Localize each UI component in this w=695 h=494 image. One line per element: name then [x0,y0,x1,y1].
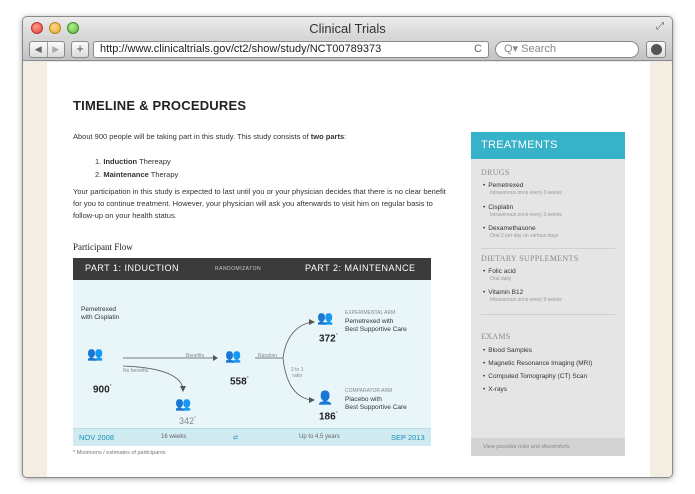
experimental-arm-label: EXPERIMENTAL ARM [345,310,396,316]
weeks-label: 16 weeks [161,434,187,440]
drug-detail: Oral 2 per day on various days [490,233,559,239]
part1-name: INDUCTION [124,263,180,273]
exam-item: • Computed Tomography (CT) Scan [483,373,587,380]
supplement-item: • Folic acid [483,268,516,275]
supplement-item: • Vitamin B12 [483,289,523,296]
comparator-arrow [283,358,311,400]
exp-arm-line-1: Pemetrexed with [345,318,394,325]
mid-count [230,376,249,387]
treatments-panel [471,132,625,456]
comparator-arm-text [345,396,407,412]
list-item [95,168,178,181]
asterisk: * [246,376,249,382]
participation-paragraph: Your participation in this study is expected to last until you or your physician decides that there is no clear benefit for you to continue treatment. However, your physician will ask you afterwards to visit him on regular basis to follow-up on your health status. [73,187,446,220]
supplement-detail: Oral daily [490,276,512,282]
search-input[interactable]: Q▾ Search [495,41,639,58]
page-content [47,62,650,478]
part1-label: PART 1: [85,263,122,273]
drug-item: • Cisplatin [483,204,513,211]
address-bar[interactable] [93,41,489,58]
drug-detail: Intravenous once every 3 weeks [490,190,562,196]
end-date: SEP 2013 [391,433,425,442]
reload-icon[interactable]: C [474,43,482,55]
add-bookmark-button[interactable]: + [71,41,89,58]
url-text: http://www.clinicaltrials.gov/ct2/show/study/NCT00789373 [100,43,382,55]
mid-count-value: 558 [230,376,247,388]
experimental-arrow [283,322,311,358]
list-number: 2. [95,170,102,179]
list-rest: Therapy [150,170,179,179]
browser-toolbar [23,39,672,61]
start-count-value: 900 [93,384,110,396]
divider [481,314,615,315]
people-group-icon: 👥 [87,346,101,361]
participant-flow-title: Participant Flow [73,242,133,252]
list-number: 1. [95,157,102,166]
discontinue-people-icon: 👥 [175,396,189,411]
comp-count [319,411,338,422]
participant-flow-diagram [73,258,431,446]
window-title: Clinical Trials [309,21,386,36]
drug-item: • Dexamethasone [483,225,536,232]
page-title: TIMELINE & PROCEDURES [73,98,247,113]
nav-buttons [29,41,65,58]
exams-heading: EXAMS [481,332,511,341]
risks-link[interactable]: View possible risks and discomforts [471,438,625,456]
list-bold: Induction [103,157,138,166]
supplement-detail: Intravenous once every 9 weeks [490,297,562,303]
comparator-people-icon: 👤 [317,390,331,405]
exam-item: • X-rays [483,386,507,393]
back-button[interactable]: ◀ [34,44,42,54]
ratio-line-2: ratio [292,373,303,379]
exam-item: • Magnetic Resonance Imaging (MRI) [483,360,592,367]
randomized-people-icon: 👥 [225,348,239,363]
discontinue-count [179,416,196,426]
flow-arrows [73,258,431,446]
forward-button[interactable]: ▶ [47,42,65,57]
start-drug-label [81,306,119,322]
start-count [93,384,112,395]
start-date: NOV 2008 [79,433,115,442]
intro-text-bold: two parts [310,132,345,141]
list-rest: Thereapy [139,157,171,166]
discontinue-count-value: 342 [179,416,195,426]
download-icon [651,44,662,55]
fullscreen-icon[interactable]: ⤢ [656,21,664,32]
intro-text-pre: About 900 people will be taking part in this study. This study consists of [73,132,309,141]
asterisk: * [335,411,338,417]
randomization-header: RANDOMIZATON [215,266,262,272]
comparator-arm-label: COMPARATOR ARM [345,388,393,394]
drug-item: • Pemetrexed [483,182,523,189]
duration-label: Up to 4.5 years [299,434,340,440]
treatments-title: TREATMENTS [471,132,625,159]
experimental-arm-text [345,318,407,334]
flow-timeline [73,428,431,446]
transition-icon: ⇄ [233,435,239,441]
asterisk: * [194,416,196,422]
exp-arm-line-2: Best Supportive Care [345,326,407,333]
benefits-label: Benefits [186,353,205,359]
parts-list [95,155,178,181]
exp-count [319,333,338,344]
part2-label: PART 2: [305,263,342,273]
no-benefits-label: No benefits [123,368,149,374]
list-bold: Maintenance [103,170,149,179]
title-bar [23,17,672,39]
part2-name: MAINTENANCE [344,263,416,273]
page-viewport [23,62,672,478]
supplements-heading: DIETARY SUPPLEMENTS [481,254,579,263]
browser-window [22,16,673,478]
intro-text-post: : [344,132,347,141]
ratio-label [291,367,304,379]
downloads-button[interactable] [646,41,666,58]
drug-detail: Intravenous once every 3 weeks [490,212,562,218]
ratio-line-1: 2 to 1 [291,367,304,373]
intro-text [73,132,346,141]
drugs-heading: DRUGS [481,168,510,177]
divider [481,248,615,249]
list-item [95,155,178,168]
comp-count-value: 186 [319,411,336,423]
minimums-note: * Minimums / estimates of participants [73,450,166,456]
asterisk: * [109,384,112,390]
random-label: Random [258,353,277,359]
asterisk: * [335,333,338,339]
exp-count-value: 372 [319,333,336,345]
exam-item: • Blood Samples [483,347,532,354]
start-drug-line-1: Pemetrexed [81,306,117,313]
comp-arm-line-1: Placebo with [345,396,382,403]
experimental-people-icon: 👥 [317,310,331,325]
start-drug-line-2: with Cisplatin [81,314,120,321]
comp-arm-line-2: Best Supportive Care [345,404,407,411]
